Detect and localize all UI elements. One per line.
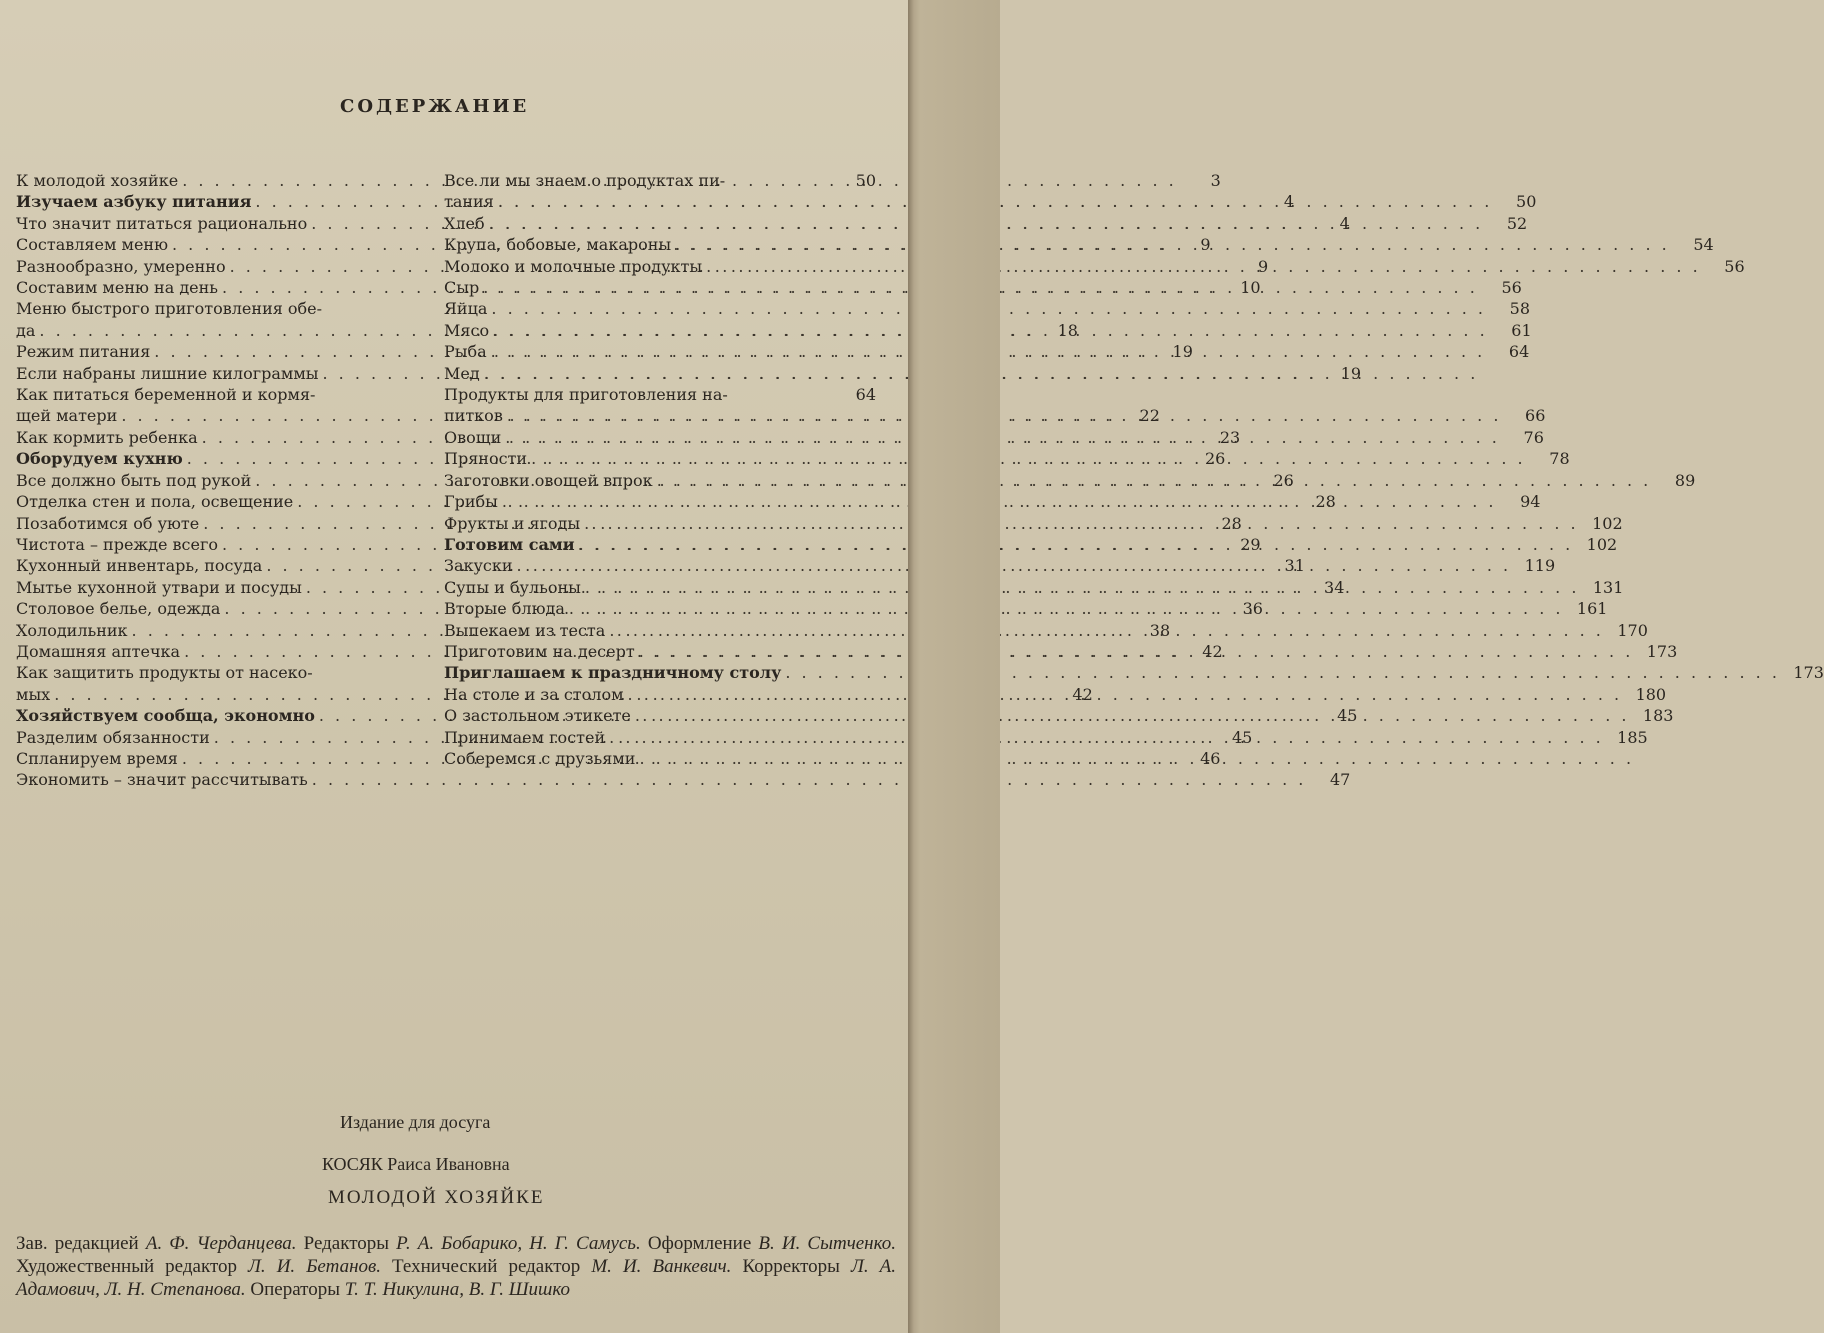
toc-entry-title: Чистота – прежде всего <box>16 534 218 554</box>
toc-page-number: 47 <box>1329 770 1351 790</box>
toc-entry-title: Рыба <box>444 342 487 362</box>
toc-entry-title: питков <box>444 406 503 426</box>
toc-page-number: 94 <box>1520 492 1541 512</box>
toc-page-number: 9 <box>1200 235 1211 255</box>
toc-page-number: 19 <box>1172 342 1193 362</box>
leader-dots <box>507 405 1502 426</box>
toc-entry-title: Спланируем время <box>16 748 178 768</box>
book-title: МОЛОДОЙ ХОЗЯЙКЕ <box>328 1187 545 1208</box>
credit-role: Операторы <box>250 1279 340 1300</box>
toc-page-number: 119 <box>1524 556 1556 576</box>
leader-dots <box>706 256 1701 277</box>
toc-entry-title: О застольном этикете <box>444 706 631 726</box>
toc-entry-title: Заготовки овощей впрок <box>444 470 653 490</box>
toc-entry-title: Сыр <box>444 278 480 298</box>
credit-person: А. Ф. Черданцева. <box>145 1233 297 1254</box>
toc-entry-title: Отделка стен и пола, освещение <box>16 492 294 512</box>
toc-entry-title: Закуски <box>444 556 513 576</box>
toc-entry-title: Экономить – значит рассчитывать <box>16 770 308 790</box>
toc-entry-title: Холодильник <box>16 620 128 640</box>
leader-dots <box>585 577 1580 598</box>
toc-entry-title: Оборудуем кухню <box>16 449 183 469</box>
toc-entry <box>444 256 1745 277</box>
toc-page-number: 19 <box>1340 363 1362 383</box>
toc-entry-title: Молоко и молочные продукты <box>444 256 703 276</box>
toc-entry-title: Овощи <box>444 427 502 447</box>
toc-page-number: 170 <box>1617 620 1648 640</box>
toc-entry-title: Меню быстрого приготовления обе- <box>16 299 323 319</box>
toc-entry-title: Если набраны лишние килограммы <box>16 363 319 383</box>
toc-page-number: 56 <box>1501 278 1522 298</box>
credit-person: Р. А. Бобарико, Н. Г. Самусь. <box>396 1233 641 1254</box>
toc-page-number: 26 <box>1204 449 1226 469</box>
credits-paragraph <box>16 1232 896 1301</box>
toc-page-number: 23 <box>1219 427 1241 447</box>
leader-dots <box>639 748 1634 769</box>
toc-entry-title: Составим меню на день <box>16 278 219 298</box>
toc-entry-title: Мытье кухонной утвари и посуды <box>16 577 302 597</box>
toc-entry-title: Как питаться беременной и кормя- <box>16 385 316 405</box>
toc-page-number: 180 <box>1635 684 1667 704</box>
toc-page-number: 38 <box>1149 620 1171 640</box>
toc-page-number: 52 <box>1506 213 1528 233</box>
toc-page-number: 64 <box>855 385 876 405</box>
toc-entry <box>444 662 1824 683</box>
toc-page-number: 50 <box>855 171 876 190</box>
toc-page-number: 3 <box>1210 171 1221 190</box>
toc-page-number: 50 <box>1516 192 1537 212</box>
leader-dots <box>657 470 1652 491</box>
toc-page-number: 78 <box>1549 449 1570 469</box>
toc-entry-title: Приглашаем к праздничному столу <box>444 663 782 683</box>
toc-entry-title: Продукты для приготовления на- <box>444 385 728 405</box>
toc-page-number: 45 <box>1337 706 1358 726</box>
toc-entry-title: Яйца <box>444 299 488 319</box>
toc-page-number: 185 <box>1617 727 1648 747</box>
leader-dots <box>609 620 1604 641</box>
leader-dots <box>639 641 1634 662</box>
toc-entry <box>444 363 876 384</box>
toc-entry-title: Принимаем гостей <box>444 727 606 747</box>
toc-entry-title: Супы и бульоны <box>444 577 581 597</box>
leader-dots <box>312 769 1307 790</box>
credit-role: Технический редактор <box>392 1256 581 1277</box>
toc-entry-title: Все ли мы знаем о продуктах пи- <box>444 171 726 190</box>
toc-page-number: 22 <box>1139 406 1160 426</box>
toc-page-number: 42 <box>1202 641 1223 661</box>
toc-page-number: 56 <box>1724 256 1745 276</box>
toc-entry <box>444 748 876 769</box>
toc-entry-title: Изучаем азбуку питания <box>16 192 252 212</box>
toc-page-number: 173 <box>1793 663 1824 683</box>
toc-page-number: 45 <box>1232 727 1253 747</box>
toc-entry-title: Мед <box>444 363 480 383</box>
toc-entry-title: тания <box>444 192 494 212</box>
toc-page-number: 4 <box>1339 213 1350 233</box>
credit-role: Корректоры <box>742 1256 840 1277</box>
toc-page-number: 183 <box>1642 706 1674 726</box>
toc-entry-title: Кухонный инвентарь, посуда <box>16 556 263 576</box>
toc-entry-title: Домашняя аптечка <box>16 641 181 661</box>
leader-dots <box>635 705 1630 726</box>
toc-entry <box>444 213 1528 234</box>
leader-dots <box>569 598 1564 619</box>
toc-entry-title: Хлеб <box>444 213 485 233</box>
toc-entry-title: Как кормить ребенка <box>16 427 198 447</box>
toc-entry-title: Вторые блюда <box>444 599 565 619</box>
book-spine-edge <box>908 0 1000 1333</box>
toc-entry-title: Готовим сами <box>444 534 575 554</box>
toc-entry <box>444 298 1530 319</box>
credit-role: Художественный редактор <box>16 1256 237 1277</box>
leader-dots <box>517 555 1512 576</box>
toc-page-number: 161 <box>1576 599 1608 619</box>
toc-page-number: 54 <box>1693 235 1714 255</box>
credit-person: М. И. Ванкевич. <box>591 1256 732 1277</box>
leader-dots <box>628 684 1623 705</box>
toc-page-number: 29 <box>1240 534 1261 554</box>
toc-entry-title: Разделим обязанности <box>16 727 210 747</box>
toc-page-number: 26 <box>1273 470 1294 490</box>
toc-page-number: 36 <box>1242 599 1263 619</box>
toc-page-number: 31 <box>1284 556 1305 576</box>
toc-page-number: 66 <box>1525 406 1546 426</box>
toc-entry <box>16 769 1351 790</box>
toc-entry-title: Составляем меню <box>16 235 168 255</box>
toc-entry-title: Все должно быть под рукой <box>16 470 252 490</box>
leader-dots <box>579 534 1574 555</box>
toc-entry-title: Выпекаем из теста <box>444 620 606 640</box>
toc-page-number: 28 <box>1221 513 1242 533</box>
toc-entry <box>16 191 1294 212</box>
toc-entry-title: мых <box>16 684 51 704</box>
toc-page-number: 58 <box>1509 299 1530 319</box>
toc-entry <box>444 234 1714 255</box>
toc-page-number: 76 <box>1523 427 1544 447</box>
contents-title: СОДЕРЖАНИЕ <box>340 96 530 117</box>
credit-person: Л. И. Бетанов. <box>248 1256 381 1277</box>
toc-page-number: 173 <box>1646 641 1678 661</box>
toc-page-number: 46 <box>1200 748 1221 768</box>
author-name: КОСЯК Раиса Ивановна <box>322 1154 510 1174</box>
toc-entry-title: Разнообразно, умеренно <box>16 256 226 276</box>
leader-dots <box>584 513 1579 534</box>
toc-page-number: 89 <box>1674 470 1696 490</box>
toc-entry-title: Фрукты и ягоды <box>444 513 581 533</box>
leader-dots <box>675 234 1670 255</box>
leader-dots <box>609 727 1604 748</box>
toc-page-number: 9 <box>1257 256 1269 276</box>
leader-dots <box>505 427 1500 448</box>
toc-entry-title: Столовое белье, одежда <box>16 599 221 619</box>
toc-page-number: 102 <box>1586 534 1618 554</box>
toc-entry-title: Соберемся с друзьями <box>444 748 636 768</box>
toc-entry-title: Режим питания <box>16 342 151 362</box>
toc-entry-title: Приготовим на десерт <box>444 641 635 661</box>
toc-page-number: 28 <box>1315 492 1336 512</box>
toc-page-number: 131 <box>1592 577 1624 597</box>
credit-person: В. И. Сытченко. <box>758 1233 897 1254</box>
toc-entry-title: К молодой хозяйке <box>16 171 179 190</box>
toc-entry-title: Грибы <box>444 492 498 512</box>
toc-page-number: 42 <box>1072 684 1093 704</box>
toc-entry-title: На столе и за столом <box>444 684 624 704</box>
toc-page-number: 10 <box>1240 278 1261 298</box>
toc-entry-title: Как защитить продукты от насеко- <box>16 663 313 683</box>
edition-note: Издание для досуга <box>340 1112 491 1132</box>
toc-page-number: 61 <box>1511 320 1532 340</box>
toc-entry-title: Хозяйствуем сообща, экономно <box>16 706 315 726</box>
toc-entry-title: Что значит питаться рационально <box>16 213 308 233</box>
leader-dots <box>531 448 1526 469</box>
credit-role: Зав. редакцией <box>16 1233 139 1254</box>
toc-entry-title: да <box>16 320 36 340</box>
credit-role: Редакторы <box>303 1233 390 1254</box>
credit-role: Оформление <box>647 1233 752 1254</box>
toc-page-number: 64 <box>1508 342 1530 362</box>
credit-person: Л. А. Адамович, Л. Н. Степанова. <box>16 1256 897 1300</box>
toc-page-number: 18 <box>1057 320 1078 340</box>
credit-person: Т. Т. Никулина, В. Г. Шишко <box>344 1279 571 1300</box>
toc-entry-title: Пряности <box>444 449 528 469</box>
toc-entry-title: Позаботимся об уюте <box>16 513 200 533</box>
toc-page-number: 102 <box>1592 513 1623 533</box>
toc-entry-title: Крупа, бобовые, макароны <box>444 235 672 255</box>
toc-entry <box>444 170 1537 213</box>
toc-entry-title: щей матери <box>16 406 118 426</box>
toc-entry-title: Мясо <box>444 320 490 340</box>
toc-page-number: 34 <box>1324 577 1345 597</box>
toc-page-number: 4 <box>1283 192 1294 212</box>
